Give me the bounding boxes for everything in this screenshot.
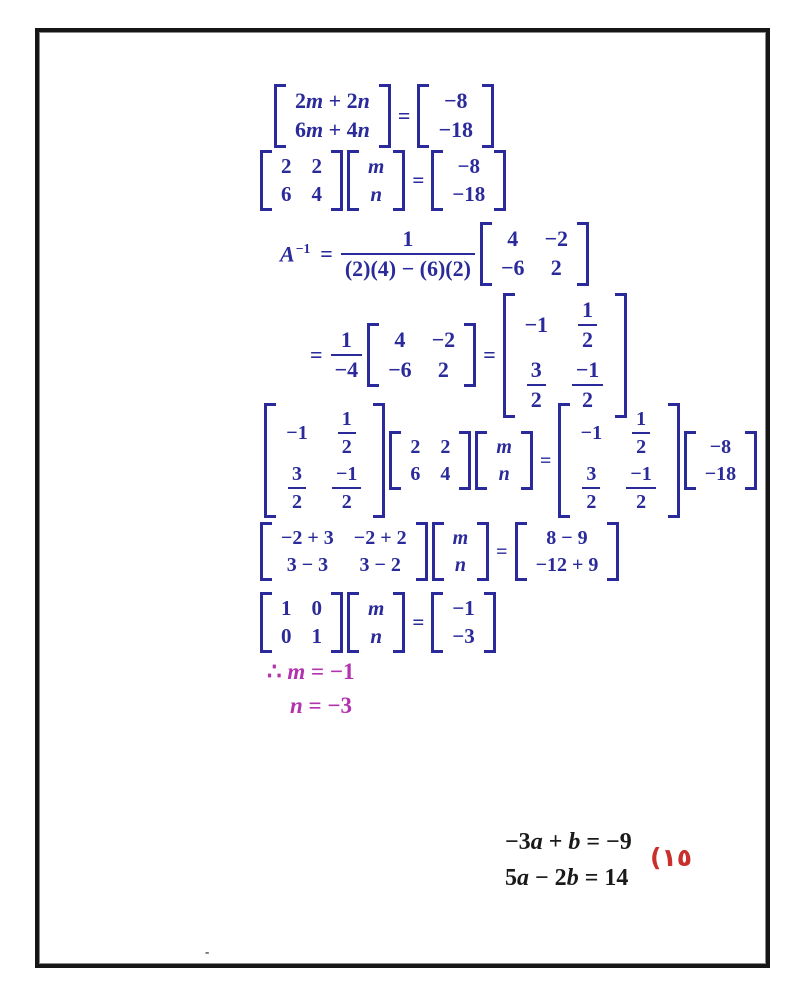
left-bracket-icon: [260, 150, 272, 211]
matrix-cell: −1: [580, 422, 603, 444]
matrix-cell: 2: [550, 255, 562, 281]
matrix: [264, 403, 385, 518]
worksheet-page: [35, 28, 770, 968]
matrix-cell: −12 + 9: [535, 554, 599, 576]
math-text: =: [496, 540, 508, 563]
left-bracket-icon: [431, 150, 443, 211]
matrix: [367, 323, 476, 387]
left-bracket-icon: [475, 431, 487, 490]
matrix: [480, 222, 589, 286]
math-text: −3a + b = −9: [505, 829, 632, 855]
fraction: $\frac{3}{2}$: [582, 462, 600, 514]
math-line-expanded-system: [272, 84, 496, 148]
matrix-cell: 3 − 3: [286, 554, 329, 576]
left-bracket-icon: [432, 522, 444, 581]
matrix-cell: −8: [443, 88, 468, 113]
matrix-cell: 4: [394, 327, 406, 353]
matrix-cell: −6: [388, 356, 412, 382]
matrix-cell: −18: [452, 182, 486, 207]
right-bracket-icon: [416, 522, 428, 581]
matrix-cell: 2: [311, 154, 322, 178]
right-bracket-icon: [668, 403, 680, 518]
math-line-multiply-inverse: [262, 403, 759, 518]
right-bracket-icon: [459, 431, 471, 490]
math-line-coefficient-form: [258, 150, 508, 211]
matrix-cell: −3: [452, 624, 475, 649]
matrix-cell: [335, 407, 359, 459]
math-line-conclusion-n: [285, 692, 357, 720]
matrix-cell: 1: [281, 596, 292, 620]
matrix: [475, 431, 533, 490]
math-line-next-problem-eq2: [500, 864, 633, 893]
right-bracket-icon: [577, 222, 589, 286]
left-bracket-icon: [558, 403, 570, 518]
fraction: $\frac{1}{2}$: [632, 407, 650, 459]
fraction: $\frac{1}{2}$: [578, 297, 597, 354]
matrix-cell: −2 + 3: [281, 527, 334, 549]
math-text: 5a − 2b = 14: [505, 865, 629, 891]
matrix-cell: [623, 462, 658, 514]
matrix-cell: [575, 297, 600, 354]
matrix: [260, 522, 428, 581]
matrix-cell: 2: [437, 356, 449, 382]
right-bracket-icon: [477, 522, 489, 581]
left-bracket-icon: [347, 150, 359, 211]
matrix-cell: 2: [281, 154, 292, 178]
matrix-cell: n: [370, 182, 383, 207]
matrix: [431, 150, 506, 211]
matrix: [432, 522, 490, 581]
math-text: =: [320, 240, 333, 266]
fraction: $\frac{3}{2}$: [288, 462, 306, 514]
right-bracket-icon: [331, 592, 343, 653]
math-line-identity-result: [258, 592, 498, 653]
fraction: $\frac{-1}{2}$: [332, 462, 361, 514]
left-bracket-icon: [389, 431, 401, 490]
right-bracket-icon: [615, 293, 627, 418]
matrix-cell: 2: [410, 436, 421, 458]
left-bracket-icon: [417, 84, 429, 148]
right-bracket-icon: [482, 84, 494, 148]
matrix-cell: m: [368, 154, 385, 178]
matrix-cell: −1: [524, 312, 548, 338]
matrix-cell: −6: [500, 255, 525, 281]
matrix: [503, 293, 628, 418]
left-bracket-icon: [274, 84, 286, 148]
matrix: [260, 150, 343, 211]
left-bracket-icon: [347, 592, 359, 653]
matrix-cell: 4: [311, 182, 322, 207]
right-bracket-icon: [393, 150, 405, 211]
math-text: =: [412, 610, 425, 635]
fraction: $\frac{1}{2}$: [338, 407, 356, 459]
matrix-cell: −1: [452, 596, 475, 620]
matrix-cell: −8: [709, 436, 732, 458]
matrix: [515, 522, 620, 581]
fraction: $\frac{1}{-4}$: [331, 327, 363, 384]
matrix: [347, 150, 405, 211]
right-bracket-icon: [494, 150, 506, 211]
matrix: [431, 592, 495, 653]
left-bracket-icon: [480, 222, 492, 286]
matrix-cell: 2: [440, 436, 451, 458]
matrix-cell: n: [370, 624, 383, 649]
right-bracket-icon: [745, 431, 757, 490]
left-bracket-icon: [260, 522, 272, 581]
math-text: =: [483, 342, 496, 368]
right-bracket-icon: [464, 323, 476, 387]
right-bracket-icon: [521, 431, 533, 490]
math-line-inverse-result: [305, 293, 629, 418]
matrix-cell: 2m + 2n: [295, 88, 370, 113]
matrix-cell: −18: [704, 463, 737, 485]
symbol-with-superscript: $A^{-1}$: [280, 240, 311, 266]
math-text: =: [397, 102, 411, 128]
matrix-cell: n: [454, 554, 466, 576]
matrix-cell: [579, 462, 603, 514]
left-bracket-icon: [264, 403, 276, 518]
matrix-cell: 1: [311, 624, 322, 649]
math-text: ∴ m = −1: [267, 659, 355, 684]
matrix-cell: 3 − 2: [359, 554, 401, 576]
math-line-inverse-determinant: [275, 222, 591, 286]
matrix-cell: 6: [410, 463, 421, 485]
matrix-cell: m: [452, 527, 469, 549]
matrix-cell: [285, 462, 309, 514]
matrix-cell: m: [496, 436, 512, 458]
left-bracket-icon: [515, 522, 527, 581]
matrix: [684, 431, 757, 490]
right-bracket-icon: [393, 592, 405, 653]
matrix-cell: m: [368, 596, 385, 620]
matrix: [389, 431, 471, 490]
math-line-next-problem-eq1: [500, 828, 637, 857]
left-bracket-icon: [684, 431, 696, 490]
matrix-cell: −18: [438, 117, 474, 143]
matrix: [558, 403, 679, 518]
math-line-conclusion-m: [262, 658, 360, 686]
matrix-cell: −2: [431, 327, 456, 353]
left-bracket-icon: [367, 323, 379, 387]
right-bracket-icon: [373, 403, 385, 518]
matrix-cell: −2: [544, 226, 569, 251]
right-bracket-icon: [331, 150, 343, 211]
fraction: $\frac{-1}{2}$: [572, 357, 604, 414]
matrix-cell: n: [498, 463, 510, 485]
right-bracket-icon: [484, 592, 496, 653]
right-bracket-icon: [607, 522, 619, 581]
matrix-cell: 4: [440, 463, 451, 485]
matrix-cell: 6m + 4n: [295, 117, 370, 143]
fraction: $\frac{1}{(2)(4) - (6)(2)}$: [341, 226, 475, 283]
matrix-cell: −1: [286, 422, 308, 444]
matrix-cell: 6: [281, 182, 292, 207]
left-bracket-icon: [503, 293, 515, 418]
matrix: [417, 84, 494, 148]
fraction: $\frac{3}{2}$: [527, 357, 546, 414]
right-bracket-icon: [379, 84, 391, 148]
left-bracket-icon: [260, 592, 272, 653]
matrix: [274, 84, 391, 148]
math-text: =: [412, 168, 425, 193]
math-line-simplification: [258, 522, 621, 581]
matrix-cell: [629, 407, 653, 459]
left-bracket-icon: [431, 592, 443, 653]
math-text: =: [310, 342, 323, 368]
math-text: =: [539, 449, 552, 472]
fraction: $\frac{-1}{2}$: [626, 462, 655, 514]
matrix-cell: 0: [311, 596, 322, 620]
matrix-cell: 0: [281, 624, 292, 649]
matrix-cell: 4: [507, 226, 519, 251]
problem-number-label: (١٥: [650, 843, 692, 872]
math-text: n = −3: [290, 693, 353, 718]
matrix-cell: [329, 462, 364, 514]
matrix: [260, 592, 343, 653]
matrix: [347, 592, 405, 653]
matrix-cell: −2 + 2: [353, 527, 407, 549]
matrix-cell: 8 − 9: [546, 527, 588, 549]
footer-dash-mark: -: [205, 944, 210, 959]
matrix-cell: −8: [457, 154, 481, 178]
